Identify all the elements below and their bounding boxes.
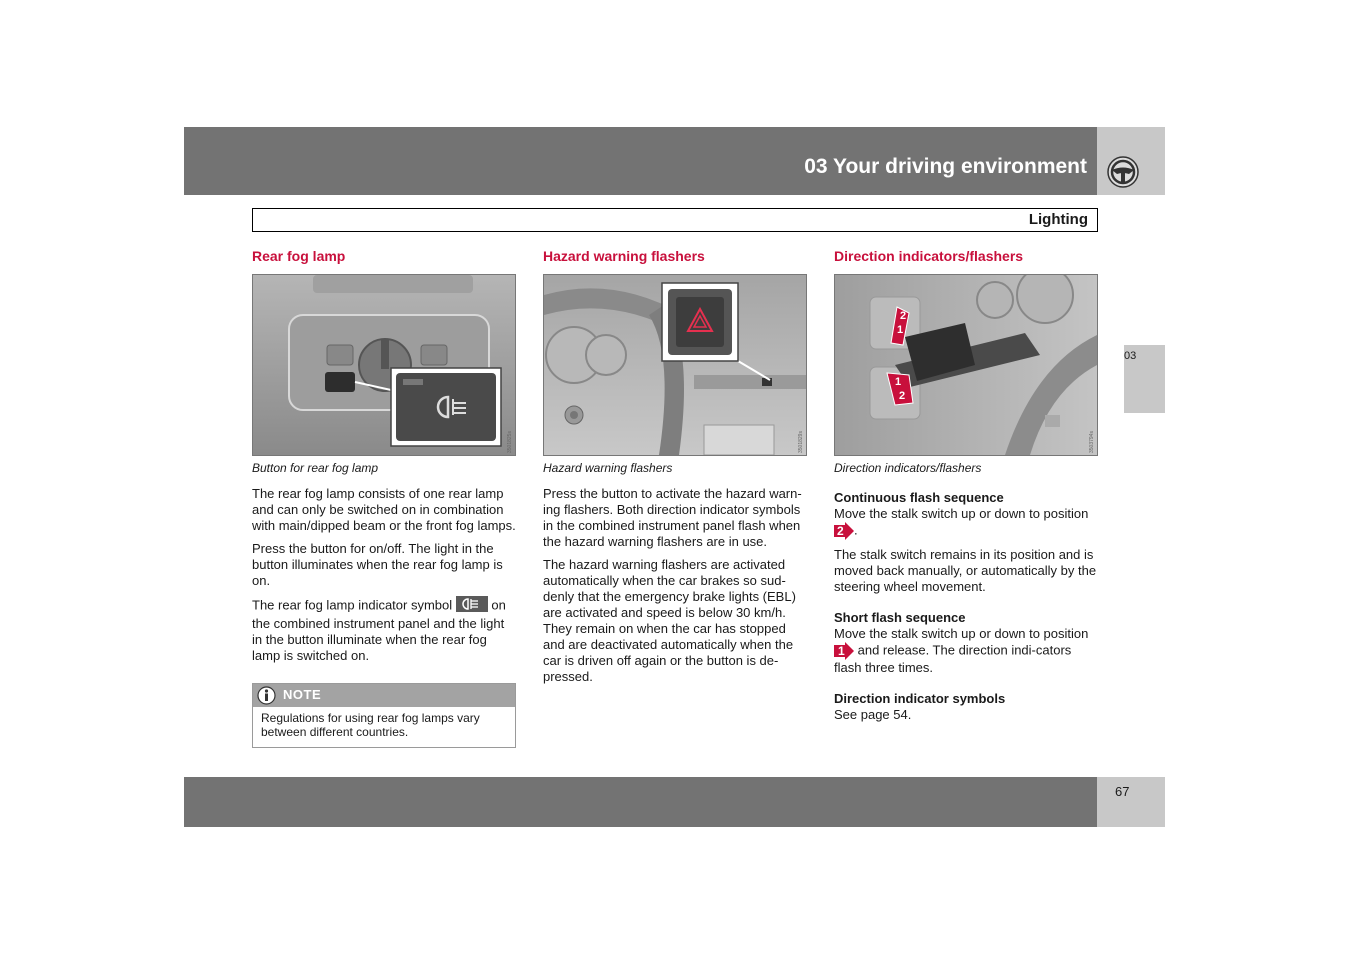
indicator-symbols-text: See page 54. [834, 707, 912, 722]
position-1-label: 1 [838, 644, 845, 658]
continuous-flash-heading: Continuous flash sequence [834, 490, 1004, 505]
rear-fog-lamp-paragraph-3-start: The rear fog lamp indicator symbol [252, 597, 453, 613]
direction-indicators-figure [834, 274, 1098, 456]
chapter-tab [1124, 345, 1165, 413]
svg-text:2: 2 [899, 390, 906, 402]
chapter-title: 03 Your driving environment [804, 155, 1087, 178]
direction-indicators-column [834, 248, 1098, 730]
hazard-flashers-figure [543, 274, 807, 456]
figure-code: 3501825s [507, 431, 513, 453]
rear-fog-indicator-icon [456, 596, 488, 616]
section-bar [252, 208, 1098, 232]
note-box [252, 683, 516, 748]
rear-fog-lamp-paragraph-1: The rear fog lamp consists of one rear lamp and can only be switched on in combination with main/dipped beam or the front fog lamps. [252, 486, 516, 533]
note-text: Regulations for using rear fog lamps vary between different countries. [261, 711, 480, 739]
svg-text:1: 1 [897, 324, 904, 336]
rear-fog-lamp-paragraph-3 [252, 596, 516, 664]
svg-text:2: 2 [900, 310, 907, 322]
position-2-label: 2 [837, 524, 844, 538]
figure-code: 3503794s [1089, 431, 1095, 453]
hazard-flashers-heading: Hazard warning flashers [543, 248, 705, 264]
info-icon [257, 686, 276, 705]
rear-fog-lamp-heading: Rear fog lamp [252, 248, 346, 264]
position-1-arrow-icon [834, 642, 854, 660]
hazard-flashers-paragraph-2: The hazard warning flashers are activated automatically when the car brakes so sud-denly that the emergency brake lights (EBL) are activated and speed is below 30 km/h. They remain on when the car has stopped and are deactivated automatically when the car is driven off again or the button is de-pressed. [543, 557, 796, 684]
short-flash-paragraph-1-start: Move the stalk switch up or down to position [834, 626, 1089, 641]
hazard-flashers-column [543, 248, 807, 692]
hazard-flashers-paragraph-1: Press the button to activate the hazard warn-ing flashers. Both direction indicator symbols in the combined instrument panel flash when the hazard warning flashers are in use. [543, 486, 802, 549]
steering-wheel-icon [1097, 127, 1165, 195]
chapter-tab-label: 03 [1124, 350, 1137, 362]
rear-fog-lamp-figure [252, 274, 516, 456]
continuous-flash-paragraph-2: The stalk switch remains in its position and is moved back manually, or automatically by the steering wheel movement. [834, 547, 1097, 594]
figure-code: 3501829s [798, 431, 804, 453]
indicator-symbols-heading: Direction indicator symbols [834, 691, 1006, 706]
svg-text:1: 1 [895, 376, 902, 388]
light-switch-panel-illustration [253, 275, 515, 455]
rear-fog-lamp-caption: Button for rear fog lamp [252, 461, 379, 475]
header-icon-box [1097, 127, 1165, 195]
short-flash-paragraph-1 [834, 626, 1098, 676]
note-title: NOTE [283, 687, 322, 702]
hazard-flashers-caption: Hazard warning flashers [543, 461, 673, 475]
dashboard-hazard-illustration [544, 275, 806, 455]
indicator-stalk-illustration [835, 275, 1097, 455]
continuous-flash-paragraph-1-start: Move the stalk switch up or down to position [834, 506, 1089, 521]
rear-fog-lamp-paragraph-2: Press the button for on/off. The light in the button illuminates when the rear fog lamp is on. [252, 541, 503, 588]
note-header [253, 684, 515, 707]
rear-fog-lamp-paragraph-3-end: on the combined instrument panel and the light in the button illuminate when the rear fog lamp is switched on. [252, 597, 506, 663]
direction-indicators-heading: Direction indicators/flashers [834, 248, 1024, 264]
continuous-flash-paragraph-1 [834, 506, 1098, 540]
rear-fog-lamp-column [252, 248, 516, 748]
direction-indicators-caption: Direction indicators/flashers [834, 461, 982, 475]
continuous-flash-paragraph-1-end: . [854, 522, 858, 538]
footer-band [184, 777, 1097, 827]
position-2-arrow-icon [834, 522, 854, 540]
page-number: 67 [1115, 784, 1130, 799]
short-flash-paragraph-1-end: and release. The direction indi-cators flash three times. [834, 642, 1072, 675]
section-title: Lighting [1028, 211, 1088, 228]
short-flash-heading: Short flash sequence [834, 610, 966, 625]
page-number-box [1097, 777, 1165, 827]
